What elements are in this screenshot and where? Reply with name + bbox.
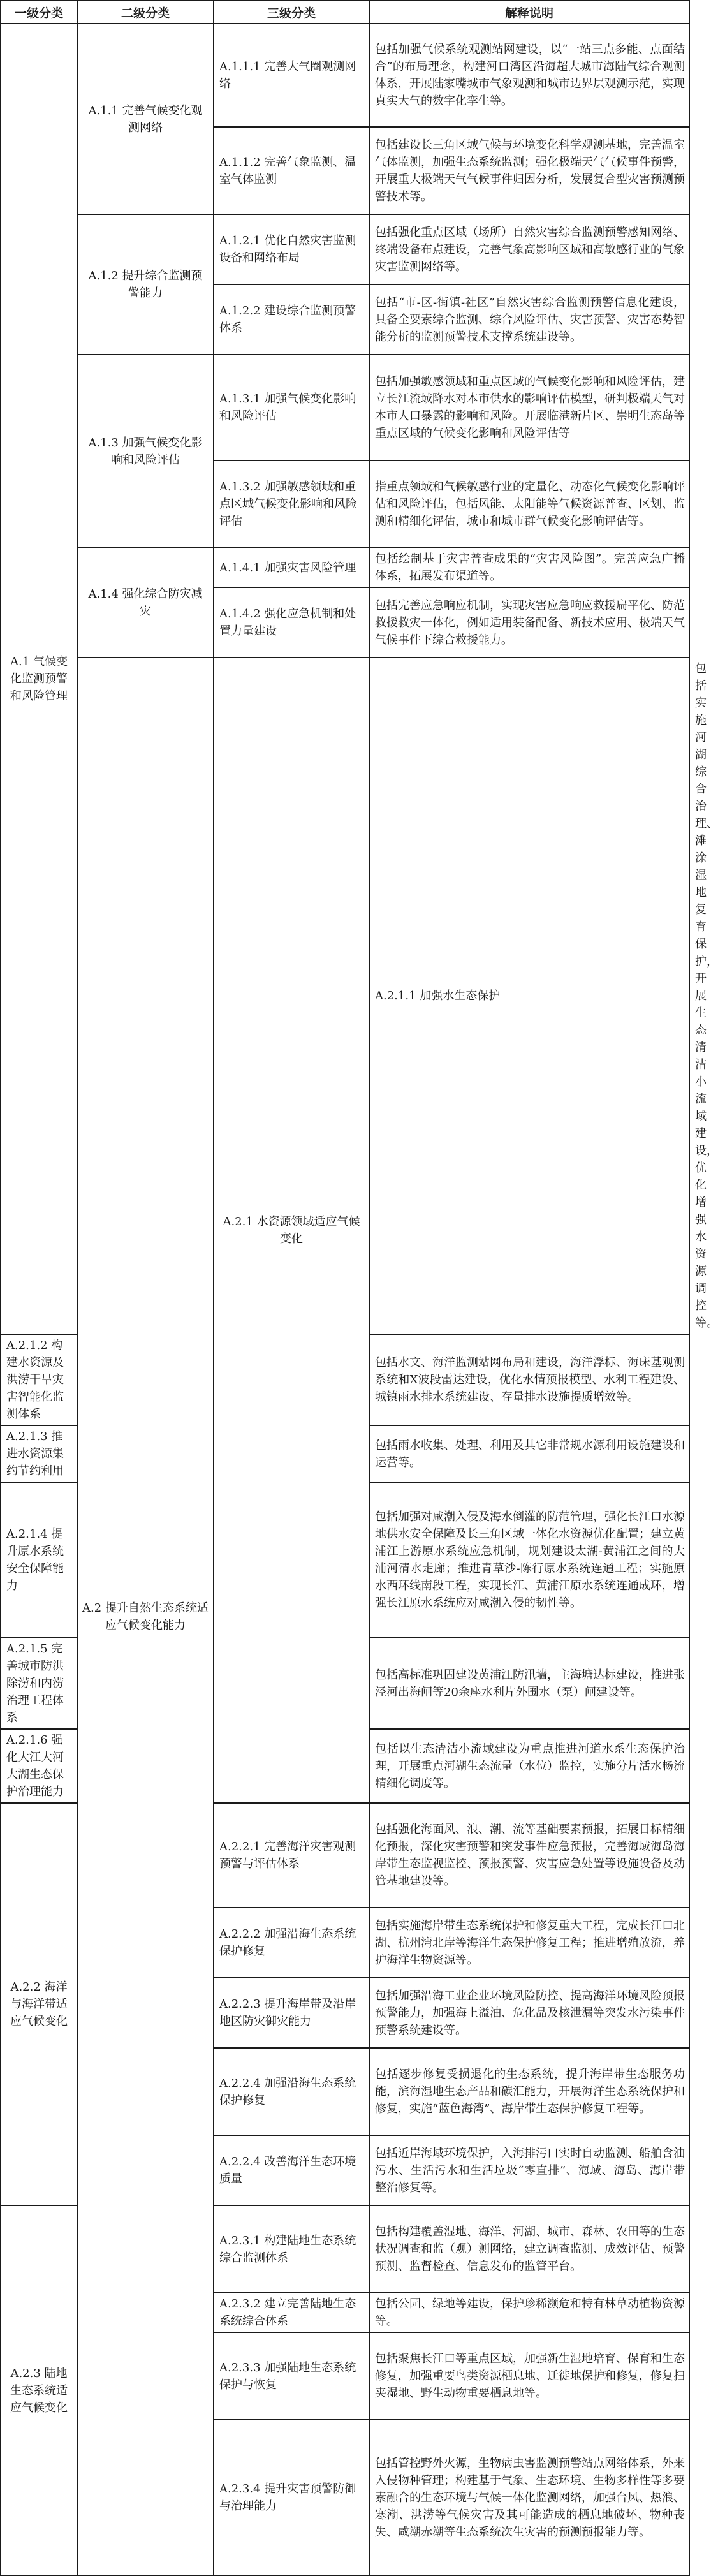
description-cell: 包括公园、绿地等建设，保护珍稀濒危和特有林草动植物资源等。: [369, 2293, 689, 2332]
description-cell: 包括“市-区-街镇-社区”自然灾害综合监测预警信息化建设，具备全要素综合监测、综合风险评估、灾害预警、灾害态势智能分析的监测预警技术支撑系统建设等。: [369, 284, 689, 355]
level2-category: A.2.1 水资源领域适应气候变化: [214, 658, 369, 1803]
description-cell: 指重点领域和气候敏感行业的定量化、动态化气候变化影响评估和风险评估，包括风能、太阳能等气候资源普查、区划、监测和精细化评估，城市和城市群气候变化影响评估等。: [369, 460, 689, 548]
description-cell: 包括强化海面风、浪、潮、流等基础要素预报，拓展目标精细化预报，深化灾害预警和突发事件应急预报，完善海域海岛海岸带生态监视监控、预报预警、灾害应急处置等设施设备及动管基地建设等。: [369, 1803, 689, 1908]
header-level2: 二级分类: [77, 1, 214, 24]
level3-category: A.2.1.3 推进水资源集约节约利用: [1, 1425, 77, 1482]
level3-category: A.1.1.1 完善大气圈观测网络: [214, 24, 369, 127]
level3-category: A.1.2.2 建设综合监测预警体系: [214, 284, 369, 355]
level3-category: A.2.2.4 改善海洋生态环境质量: [214, 2135, 369, 2205]
level2-category: A.2.2 海洋与海洋带适应气候变化: [1, 1803, 77, 2205]
level3-category: A.2.3.3 加强陆地生态系统保护与恢复: [214, 2332, 369, 2420]
description-cell: 包括聚焦长江口等重点区域，加强新生湿地培育、保育和生态修复，加强重要鸟类资源栖息地、迁徙地保护和修复，修复扫夹湿地、野生动物重要栖息地等。: [369, 2332, 689, 2420]
table-row: [1, 214, 689, 284]
level3-category: A.1.4.2 强化应急机制和处置力量建设: [214, 587, 369, 658]
header-description: 解释说明: [369, 1, 689, 24]
level3-category: A.2.3.1 构建陆地生态系统综合监测体系: [214, 2205, 369, 2293]
description-cell: 包括雨水收集、处理、利用及其它非常规水源利用设施建设和运营等。: [369, 1425, 689, 1482]
level3-category: A.1.3.1 加强气候变化影响和风险评估: [214, 355, 369, 460]
header-level3: 三级分类: [214, 1, 369, 24]
description-cell: 包括管控野外火源，生物病虫害监测预警站点网络体系，外来入侵物种管理；构建基于气象、生态环境、生物多样性等多要素融合的生态环境与气候一体化监测网络，加强台风、热浪、寒潮、洪涝等气候灾害及其可能造成的栖息地破坏、物种丧失、咸潮赤潮等生态系统次生灾害的预测预报能力等。: [369, 2420, 689, 2575]
level1-category: A.1 气候变化监测预警和风险管理: [1, 24, 77, 1334]
description-cell: 包括加强气候系统观测站网建设，以“一站三点多能、点面结合”的布局理念，构建河口湾区沿海超大城市海陆气综合观测体系，开展陆家嘴城市气象观测和城市边界层观测示范，实现真实大气的数字化孪生等。: [369, 24, 689, 127]
description-cell: 包括加强对咸潮入侵及海水倒灌的防范管理，强化长江口水源地供水安全保障及长三角区域一体化水资源优化配置；建立黄浦江上游原水系统应急机制，规划建设太湖-黄浦江之间的大浦河清水走廊；推进青草沙-陈行原水系统连通工程；实施原水西环线南段工程，实现长江、黄浦江原水系统连通成环，增强长江原水系统应对咸潮入侵的韧性等。: [369, 1482, 689, 1638]
level2-category: A.1.3 加强气候变化影响和风险评估: [77, 355, 214, 548]
level3-category: A.1.4.1 加强灾害风险管理: [214, 548, 369, 587]
level3-category: A.2.2.2 加强沿海生态系统保护修复: [214, 1908, 369, 1978]
level3-category: A.2.2.1 完善海洋灾害观测预警与评估体系: [214, 1803, 369, 1908]
level3-category: A.1.2.1 优化自然灾害监测设备和网络布局: [214, 214, 369, 284]
description-cell: 包括绘制基于灾害普查成果的“灾害风险图”。完善应急广播体系，拓展发布渠道等。: [369, 548, 689, 587]
level3-category: A.2.1.4 提升原水系统安全保障能力: [1, 1482, 77, 1638]
description-cell: 包括实施海岸带生态系统保护和修复重大工程，完成长江口北湖、杭州湾北岸等海洋生态保护修复工程；推进增殖放流，养护海洋生物资源等。: [369, 1908, 689, 1978]
level2-category: A.1.2 提升综合监测预警能力: [77, 214, 214, 355]
table-row: A.2 提升自然生态系统适应气候变化能力 A.2.1 水资源领域适应气候变化 A.2.1.1 加强水生态保护 包括实施河湖综合治理、滩涂湿地复育保护，开展生态清洁小流域建设，优化增强水资源调控等。: [1, 658, 689, 1334]
level3-category: A.2.1.1 加强水生态保护: [369, 658, 689, 1334]
level3-category: A.2.3.2 建立完善陆地生态系统综合体系: [214, 2293, 369, 2332]
description-cell: 包括完善应急响应机制，实现灾害应急响应救援扁平化、防范救援救灾一体化，例如适用装备配备、新技术应用、极端天气气候事件下综合救援能力。: [369, 587, 689, 658]
description-cell: 包括构建覆盖湿地、海洋、河湖、城市、森林、农田等的生态状况调查和监（观）测网络，建立调查监测、成效评估、预警预测、监督检查、信息发布的监管平台。: [369, 2205, 689, 2293]
level2-category: A.1.1 完善气候变化观测网络: [77, 24, 214, 214]
table-row: [1, 24, 689, 127]
level3-category: A.1.3.2 加强敏感领域和重点区域气候变化影响和风险评估: [214, 460, 369, 548]
level1-category: A.2 提升自然生态系统适应气候变化能力: [77, 658, 214, 2575]
level3-category: A.2.1.2 构建水资源及洪涝干旱灾害智能化监测体系: [1, 1334, 77, 1425]
description-cell: 包括加强敏感领域和重点区域的气候变化影响和风险评估，建立长江流域降水对本市供水的影响评估模型，研判极端天气对本市人口暴露的影响和风险。开展临港新片区、崇明生态岛等重点区域的气候变化影响和风险评估等: [369, 355, 689, 460]
header-level1: 一级分类: [1, 1, 77, 24]
table-header-row: [1, 1, 689, 24]
level3-category: A.2.1.6 强化大江大河大湖生态保护治理能力: [1, 1729, 77, 1803]
table-row: [1, 548, 689, 587]
description-cell: 包括近岸海域环境保护，入海排污口实时自动监测、船舶含油污水、生活污水和生活垃圾“零直排”、海域、海岛、海岸带整治修复等。: [369, 2135, 689, 2205]
level3-category: A.2.2.3 提升海岸带及沿岸地区防灾御灾能力: [214, 1978, 369, 2048]
description-cell: 包括建设长三角区域气候与环境变化科学观测基地，完善温室气体监测，加强生态系统监测；强化极端天气气候事件预警，开展重大极端天气气候事件归因分析，发展复合型灾害预测预警技术等。: [369, 127, 689, 214]
level3-category: A.2.2.4 加强沿海生态系统保护修复: [214, 2048, 369, 2135]
level2-category: A.1.4 强化综合防灾减灾: [77, 548, 214, 658]
table-body: [1, 24, 718, 2575]
description-cell: 包括逐步修复受损退化的生态系统，提升海岸带生态服务功能，滨海湿地生态产品和碳汇能力，开展海洋生态系统保护和修复，实施“蓝色海湾”、海岸带生态保护修复工程等。: [369, 2048, 689, 2135]
table-row: [1, 355, 689, 460]
level2-category: A.2.3 陆地生态系统适应气候变化: [1, 2205, 77, 2575]
description-cell: 包括强化重点区域（场所）自然灾害综合监测预警感知网络、终端设备布点建设，完善气象高影响区域和高敏感行业的气象灾害监测网络等。: [369, 214, 689, 284]
description-cell: 包括以生态清洁小流域建设为重点推进河道水系生态保护治理，开展重点河湖生态流量（水位）监控，实施分片活水畅流精细化调度等。: [369, 1729, 689, 1803]
description-cell: 包括高标准巩固建设黄浦江防汛墙，主海塘达标建设，推进张泾河出海闸等20余座水利片外围水（泵）闸建设等。: [369, 1638, 689, 1729]
description-cell: 包括水文、海洋监测站网布局和建设，海洋浮标、海床基观测系统和X波段雷达建设，优化水情预报模型、水利工程建设、城镇雨水排水系统建设、存量排水设施提质增效等。: [369, 1334, 689, 1425]
description-cell: 包括加强沿海工业企业环境风险防控、提高海洋环境风险预报预警能力，加强海上溢油、危化品及核泄漏等突发水污染事件预警系统建设等。: [369, 1978, 689, 2048]
level3-category: A.1.1.2 完善气象监测、温室气体监测: [214, 127, 369, 214]
level3-category: A.2.1.5 完善城市防洪除涝和内涝治理工程体系: [1, 1638, 77, 1729]
level3-category: A.2.3.4 提升灾害预警防御与治理能力: [214, 2420, 369, 2575]
